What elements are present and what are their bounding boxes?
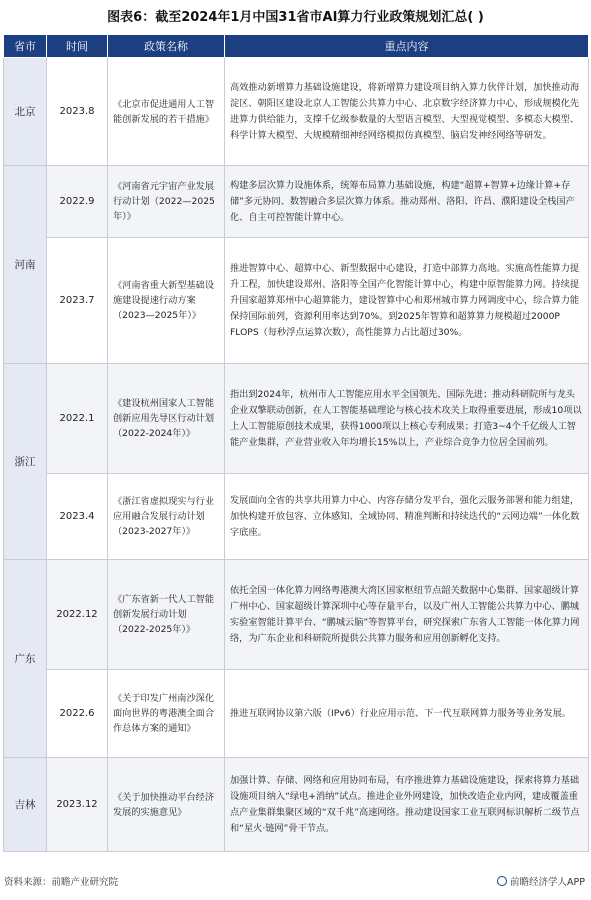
source-note: 资料来源：前瞻产业研究院: [4, 877, 119, 888]
content-cell: 指出到2024年，杭州市人工智能应用水平全国领先、国际先进；推动科研院所与龙头企业双擎联动创新，在人工智能基础理论与核心技术攻关上取得重要进展，形成10项以上人工智能原创技术成果，获得1000项以上核心专利成果；打造3~4个千亿级人工智能产业集群，产业营业收入年均增长15%以上，产业综合竞争力位居全国前列。: [225, 364, 589, 474]
content-cell: 推进智算中心、超算中心、新型数据中心建设，打造中部算力高地。实施高性能算力提升工程，加快建设郑州、洛阳等全国产化智能计算中心，构建中原智能算力网。持续提升国家超算郑州中心超算能力，建设智算中心和郑州城市算力网调度中心，综合算力能保持国际前列，资源利用率达到70%。到2025年智算和超算算力规模超过2000P FLOPS（每秒浮点运算次数），高性能算力占比超过30%。: [225, 238, 589, 364]
brand-name: 前瞻经济学人APP: [510, 877, 585, 888]
province-cell: 河南: [4, 166, 47, 364]
table-row: [4, 670, 589, 758]
time-cell: 2023.12: [47, 758, 108, 852]
policy-cell: 《广东省新一代人工智能创新发展行动计划（2022-2025年）》: [108, 560, 225, 670]
time-cell: 2022.12: [47, 560, 108, 670]
content-cell: 构建多层次算力设施体系，统筹布局算力基础设施，构建“超算+智算+边缘计算+存储”多元协同、数智融合多层次算力体系。推动郑州、洛阳、许昌、濮阳建设全栈国产化、自主可控智能计算中心。: [225, 166, 589, 238]
province-cell: 吉林: [4, 758, 47, 852]
content-cell: 加强计算、存储、网络和应用协同布局，有序推进算力基础设施建设，探索将算力基础设施项目纳入“绿电+消纳”试点。推进企业外网建设，加快改造企业内网，建成覆盖重点产业集群集聚区域的“双千兆”高速网络。推动建设国家工业互联网标识解析二级节点和“星火·链网”骨干节点。: [225, 758, 589, 852]
table-row: [4, 474, 589, 560]
header-content: 重点内容: [225, 35, 589, 58]
time-cell: 2022.6: [47, 670, 108, 758]
policy-cell: 《浙江省虚拟现实与行业应用融合发展行动计划（2023-2027年）》: [108, 474, 225, 560]
page-title: 图表6：截至2024年1月中国31省市AI算力行业政策规划汇总( ): [107, 10, 484, 25]
brand-credit: [497, 874, 585, 888]
policy-cell: 《北京市促进通用人工智能创新发展的若干措施》: [108, 58, 225, 166]
policy-cell: 《建设杭州国家人工智能创新应用先导区行动计划（2022-2024年）》: [108, 364, 225, 474]
table-row: [4, 364, 589, 474]
content-cell: 发展面向全省的共享共用算力中心、内容存储分发平台，强化云服务部署和能力组建，加快构建开放包容、立体感知、全域协同、精准判断和持续迭代的“云网边端”一体化数字底座。: [225, 474, 589, 560]
table-row: [4, 58, 589, 166]
brand-logo-icon: [497, 876, 507, 886]
header-time: 时间: [47, 35, 108, 58]
table-row: [4, 758, 589, 852]
policy-cell: 《河南省重大新型基础设施建设提速行动方案（2023—2025年）》: [108, 238, 225, 364]
province-cell: 北京: [4, 58, 47, 166]
content-cell: 推进互联网协议第六版（IPv6）行业应用示范、下一代互联网算力服务等业务发展。: [225, 670, 589, 758]
policy-table: [3, 34, 589, 852]
table-row: [4, 560, 589, 670]
content-cell: 依托全国一体化算力网络粤港澳大湾区国家枢纽节点韶关数据中心集群、国家超级计算广州中心、国家超级计算深圳中心等存量平台，以及广州人工智能公共算力中心、鹏城实验室智能计算平台、“鹏城云脑”等智算平台，研究探索广东省人工智能一体化算力网络，为广东企业和科研院所提供公共算力服务和应用创新孵化支持。: [225, 560, 589, 670]
time-cell: 2022.1: [47, 364, 108, 474]
time-cell: 2022.9: [47, 166, 108, 238]
table-header-row: [4, 35, 589, 58]
content-cell: 高效推动新增算力基础设施建设，将新增算力建设项目纳入算力伙伴计划，加快推动海淀区、朝阳区建设北京人工智能公共算力中心、北京数字经济算力中心，形成规模化先进算力供给能力，支撑千亿级参数量的大型语言模型、大型视觉模型、多模态大模型、科学计算大模型、大规模精细神经网络模拟仿真模型、脑启发神经网络等研发。: [225, 58, 589, 166]
time-cell: 2023.7: [47, 238, 108, 364]
table-row: [4, 166, 589, 238]
header-policy: 政策名称: [108, 35, 225, 58]
policy-cell: 《关于印发广州南沙深化面向世界的粤港澳全面合作总体方案的通知》: [108, 670, 225, 758]
province-cell: 广东: [4, 560, 47, 758]
policy-cell: 《河南省元宇宙产业发展行动计划（2022—2025年）》: [108, 166, 225, 238]
policy-cell: 《关于加快推动平台经济发展的实施意见》: [108, 758, 225, 852]
province-cell: 浙江: [4, 364, 47, 560]
table-row: [4, 238, 589, 364]
header-province: 省市: [4, 35, 47, 58]
time-cell: 2023.4: [47, 474, 108, 560]
time-cell: 2023.8: [47, 58, 108, 166]
